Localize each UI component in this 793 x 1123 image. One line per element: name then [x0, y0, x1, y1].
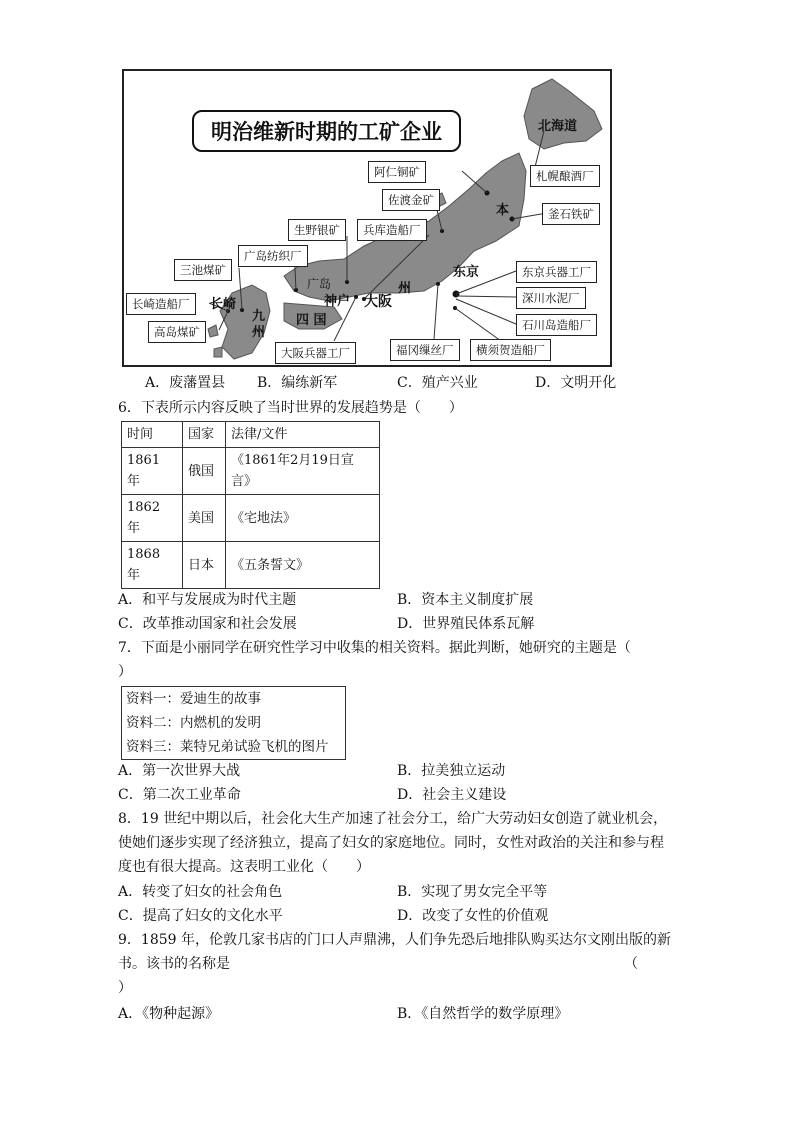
q7-material: 资料二：内燃机的发明: [126, 715, 261, 731]
region-shu: 州: [398, 281, 412, 296]
label-osaka-arsenal: 大阪兵器工厂: [275, 342, 356, 364]
label-hyogo-shipyard: 兵库造船厂: [357, 219, 427, 241]
region-hon: 本: [496, 203, 510, 218]
table-header-cell: 法律/文件: [226, 422, 380, 448]
q6-option-b[interactable]: B．资本主义制度扩展: [397, 592, 534, 608]
label-sapporo-brewery: 札幌酿酒厂: [530, 165, 600, 187]
q9-paren-close: ）: [118, 980, 132, 996]
label-takashima-coal: 高岛煤矿: [148, 321, 206, 343]
q5-option-d[interactable]: D．文明开化: [535, 375, 617, 391]
region-nagasaki: 长崎: [210, 297, 237, 312]
q6-option-c[interactable]: C．改革推动国家和社会发展: [118, 616, 297, 632]
q7-option-c[interactable]: C．第二次工业革命: [118, 787, 241, 803]
label-yokosuka-shipyard: 横须贺造船厂: [470, 339, 551, 361]
q7-material: 资料三：莱特兄弟试验飞机的图片: [126, 739, 329, 755]
q8-stem-line3: 度也有很大提高。这表明工业化（ ）: [118, 859, 370, 875]
q8-option-a[interactable]: A．转变了妇女的社会角色: [118, 884, 283, 900]
q6-option-a[interactable]: A．和平与发展成为时代主题: [118, 592, 297, 608]
label-sado-gold: 佐渡金矿: [382, 189, 440, 211]
q7-option-d[interactable]: D．社会主义建设: [397, 787, 507, 803]
q7-material: 资料一：爱迪生的故事: [126, 691, 261, 707]
q9-stem-line1: 9．1859 年，伦敦几家书店的门口人声鼎沸，人们争先恐后地排队购买达尔文刚出版的新: [118, 932, 671, 948]
table-cell-time: 1862 年: [122, 495, 183, 542]
q7-materials-box: [121, 686, 346, 760]
region-tokyo-1: 东京: [453, 265, 480, 280]
label-hiroshima-mill: 广岛纺织厂: [238, 245, 308, 267]
region-zhou: 州: [252, 325, 266, 340]
label-tomioka-silk: 福冈缫丝厂: [390, 339, 460, 361]
label-miike-coal: 三池煤矿: [174, 259, 232, 281]
q5-option-b[interactable]: B．编练新军: [257, 375, 338, 391]
q7-option-b[interactable]: B．拉美独立运动: [397, 763, 506, 779]
table-cell-time: 1868 年: [122, 542, 183, 589]
q6-stem: 6．下表所示内容反映了当时世界的发展趋势是（ ）: [118, 400, 463, 416]
q8-option-c[interactable]: C．提高了妇女的文化水平: [118, 908, 283, 924]
table-header-cell: 时间: [122, 422, 183, 448]
q6-table: [121, 421, 380, 589]
table-cell-country: 美国: [183, 495, 226, 542]
q9-option-b[interactable]: B．《自然哲学的数学原理》: [397, 1006, 569, 1022]
region-kobe: 神户: [324, 294, 351, 309]
q9-paren-open: （: [624, 956, 638, 972]
q8-stem-line2: 使她们逐步实现了经济独立，提高了妇女的家庭地位。同时，女性对政治的关注和参与程: [118, 835, 664, 851]
region-hokkaido: 北海道: [538, 119, 578, 134]
region-kyu: 九: [252, 309, 266, 324]
label-ani-copper: 阿仁铜矿: [368, 161, 426, 183]
region-osaka: 大阪: [364, 294, 392, 310]
table-cell-time: 1861 年: [122, 448, 183, 495]
table-header-cell: 国家: [183, 422, 226, 448]
q8-option-d[interactable]: D．改变了女性的价值观: [397, 908, 549, 924]
q8-option-b[interactable]: B．实现了男女完全平等: [397, 884, 548, 900]
table-row: [122, 448, 380, 495]
region-hiroshima: 广岛: [307, 277, 332, 291]
region-shikoku: 四 国: [296, 313, 327, 328]
table-cell-doc: 《五条誓文》: [226, 542, 380, 589]
q7-stem: 7．下面是小丽同学在研究性学习中收集的相关资料。据此判断，她研究的主题是（: [118, 640, 631, 656]
label-nagasaki-shipyard: 长崎造船厂: [126, 293, 196, 315]
q9-stem-line2: 书。该书的名称是: [118, 956, 230, 972]
table-cell-doc: 《1861年2月19日宣 言》: [226, 448, 380, 495]
map-title: 明治维新时期的工矿企业: [192, 110, 461, 152]
map-figure: [122, 69, 612, 367]
label-ishikawajima-shipyard: 石川岛造船厂: [516, 314, 597, 336]
q5-option-c[interactable]: C．殖产兴业: [397, 375, 478, 391]
q7-stem-end: ）: [118, 664, 132, 680]
table-cell-country: 俄国: [183, 448, 226, 495]
q6-option-d[interactable]: D．世界殖民体系瓦解: [397, 616, 535, 632]
label-tokyo-arsenal: 东京兵器工厂: [516, 261, 597, 283]
label-fukagawa-cement: 深川水泥厂: [516, 287, 586, 309]
table-row: [122, 542, 380, 589]
table-row: [122, 495, 380, 542]
table-cell-doc: 《宅地法》: [226, 495, 380, 542]
label-kamaishi-iron: 釜石铁矿: [542, 203, 600, 225]
table-header-row: [122, 422, 380, 448]
q8-stem-line1: 8．19 世纪中期以后，社会化大生产加速了社会分工，给广大劳动妇女创造了就业机会，: [118, 811, 668, 827]
table-cell-country: 日本: [183, 542, 226, 589]
q7-option-a[interactable]: A．第一次世界大战: [118, 763, 241, 779]
label-ikuno-silver: 生野银矿: [288, 219, 346, 241]
q9-option-a[interactable]: A．《物种起源》: [118, 1006, 220, 1022]
q5-option-a[interactable]: A．废藩置县: [145, 375, 226, 391]
